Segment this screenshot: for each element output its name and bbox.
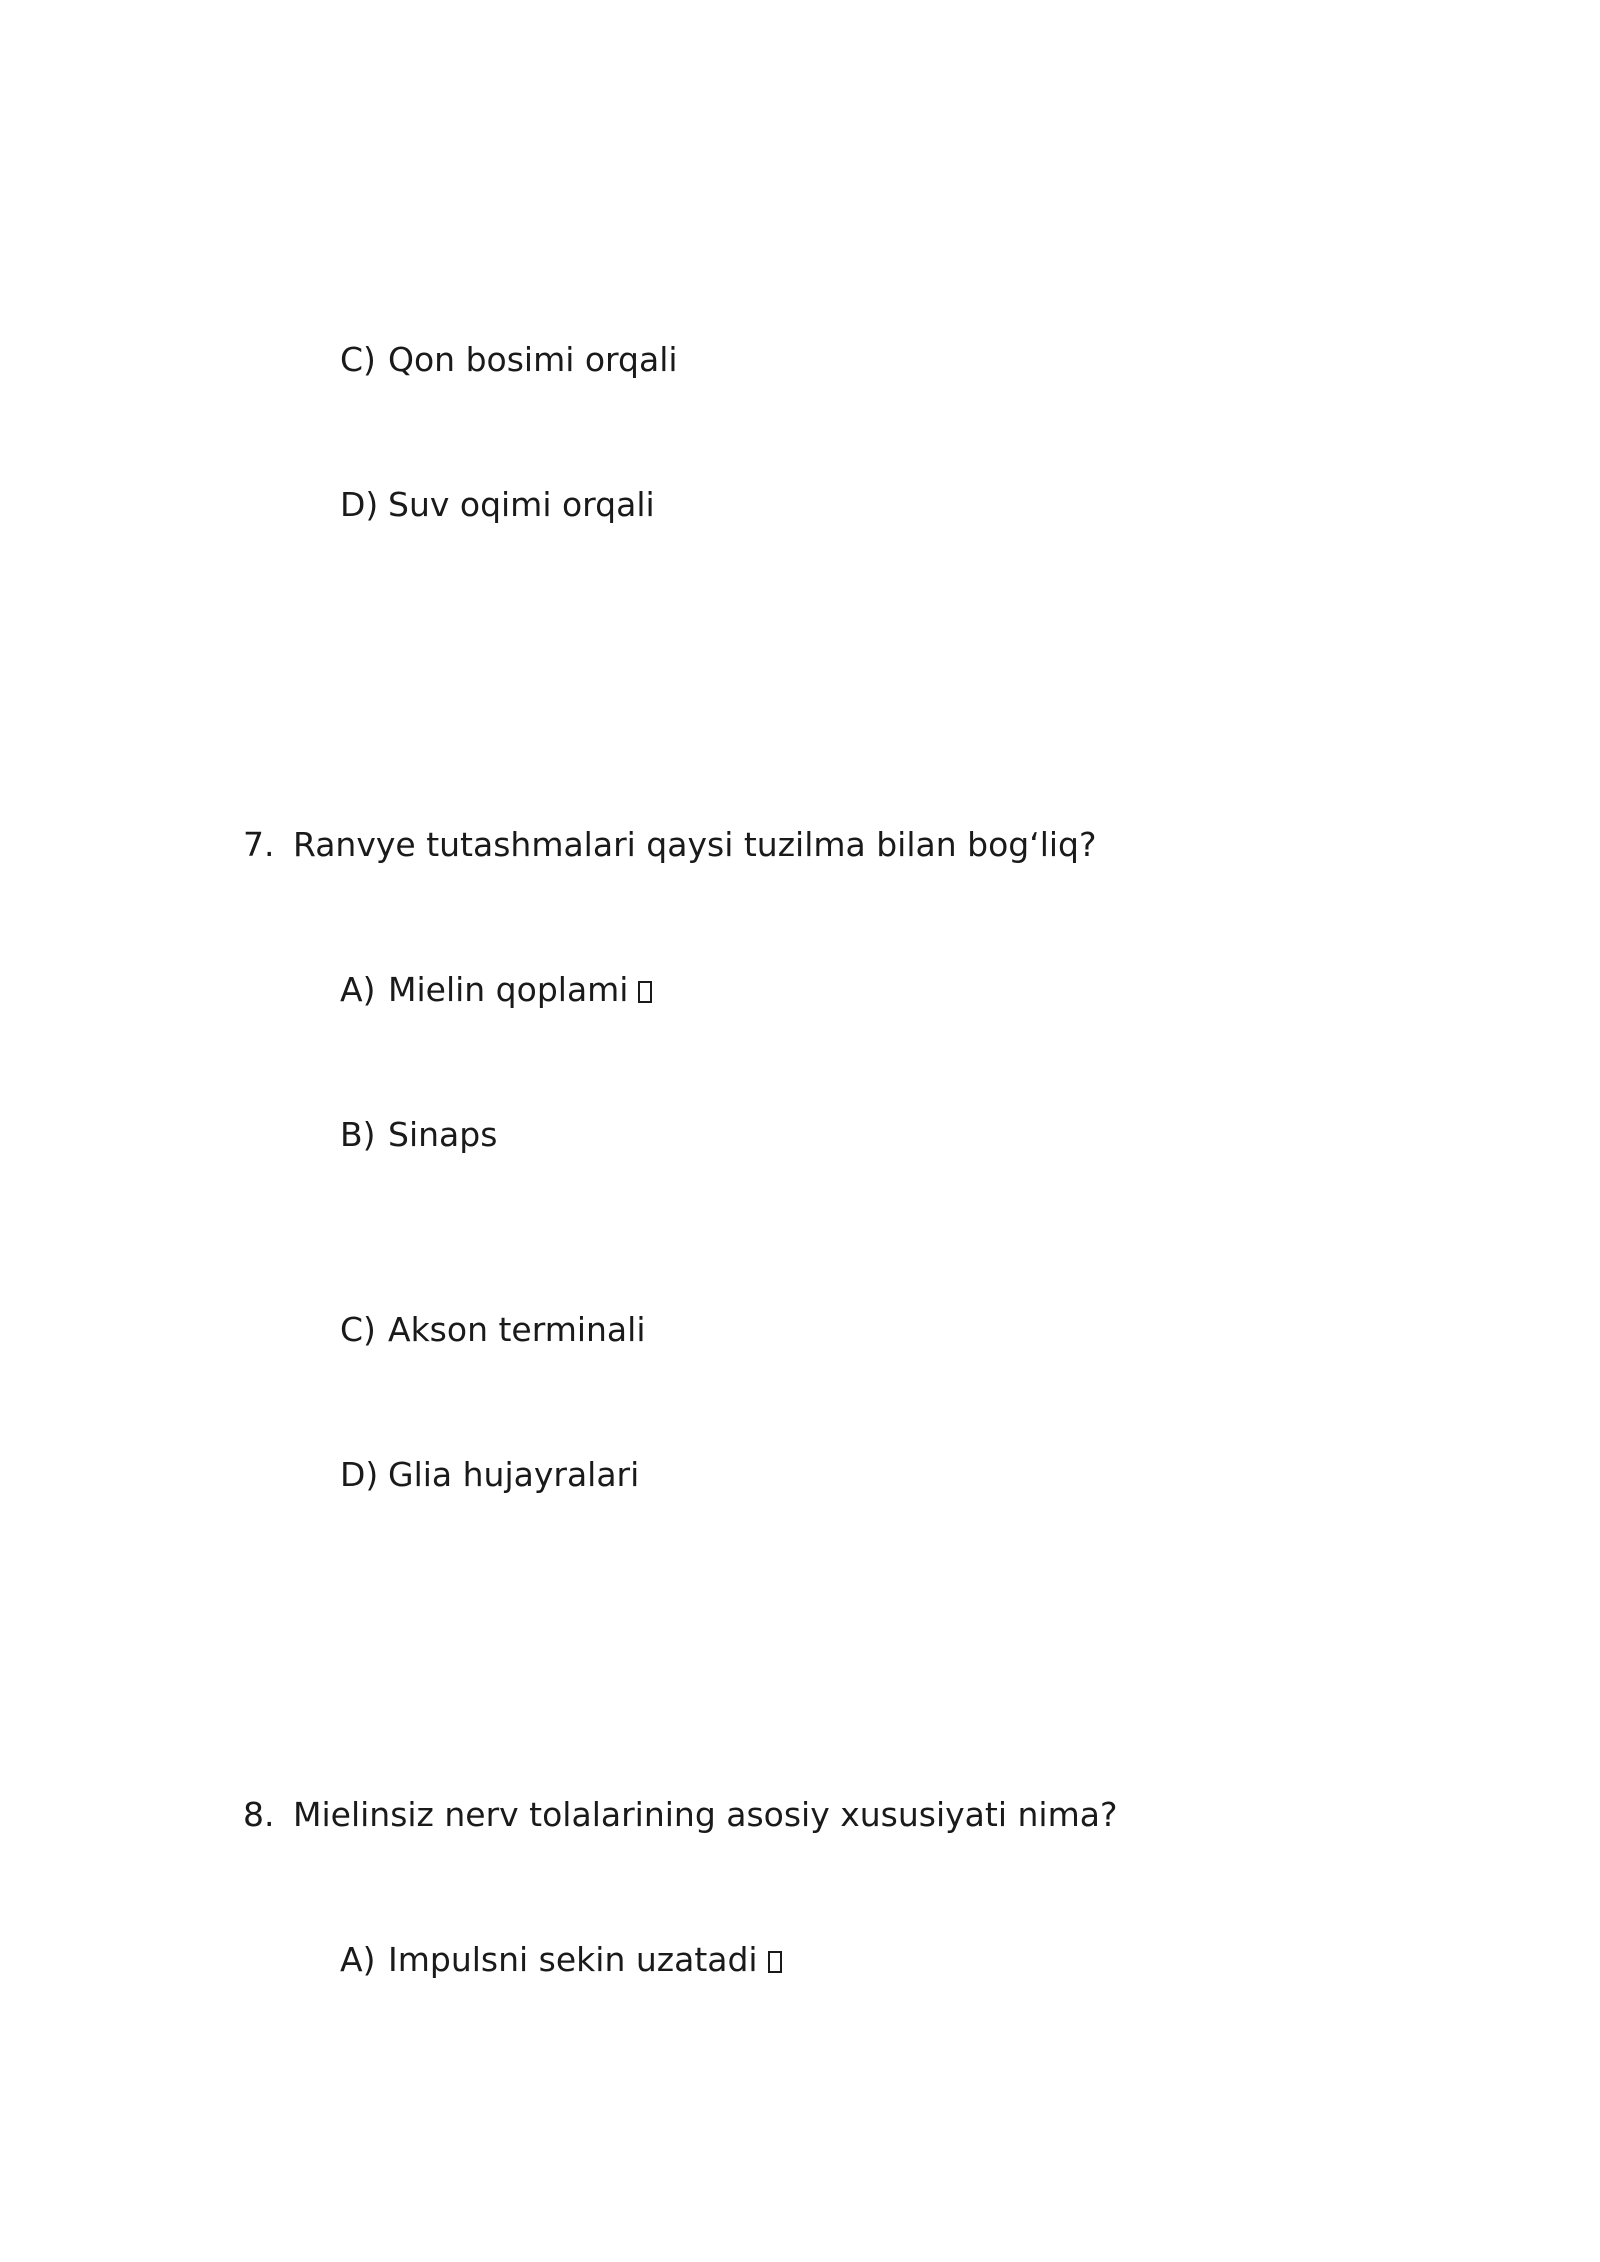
option-text: Qon bosimi orqali	[388, 340, 678, 379]
option-marker: D)	[340, 1455, 379, 1494]
option-text: Akson terminali	[388, 1310, 646, 1349]
question-7	[243, 823, 1097, 867]
box-glyph-icon	[638, 981, 652, 1003]
question-number: 8.	[243, 1795, 275, 1834]
option-text: Impulsni sekin uzatadi	[388, 1940, 758, 1979]
question-text: Ranvye tutashmalari qaysi tuzilma bilan bog‘liq?	[293, 825, 1097, 864]
option-text: Mielin qoplami	[388, 970, 629, 1009]
option-c	[340, 338, 678, 382]
option-b	[340, 1113, 497, 1157]
option-a	[340, 1938, 782, 1982]
option-marker: C)	[340, 340, 376, 379]
option-d	[340, 1453, 639, 1497]
option-text: Suv oqimi orqali	[388, 485, 655, 524]
question-number: 7.	[243, 825, 275, 864]
option-marker: C)	[340, 1310, 376, 1349]
option-marker: D)	[340, 485, 379, 524]
option-d	[340, 483, 655, 527]
option-marker: B)	[340, 1115, 376, 1154]
option-marker: A)	[340, 970, 376, 1009]
option-marker: A)	[340, 1940, 376, 1979]
option-text: Sinaps	[388, 1115, 498, 1154]
question-8	[243, 1793, 1117, 1837]
option-text: Glia hujayralari	[388, 1455, 640, 1494]
box-glyph-icon	[768, 1951, 782, 1973]
option-a	[340, 968, 652, 1012]
option-c	[340, 1308, 646, 1352]
question-text: Mielinsiz nerv tolalarining asosiy xususiyati nima?	[293, 1795, 1118, 1834]
